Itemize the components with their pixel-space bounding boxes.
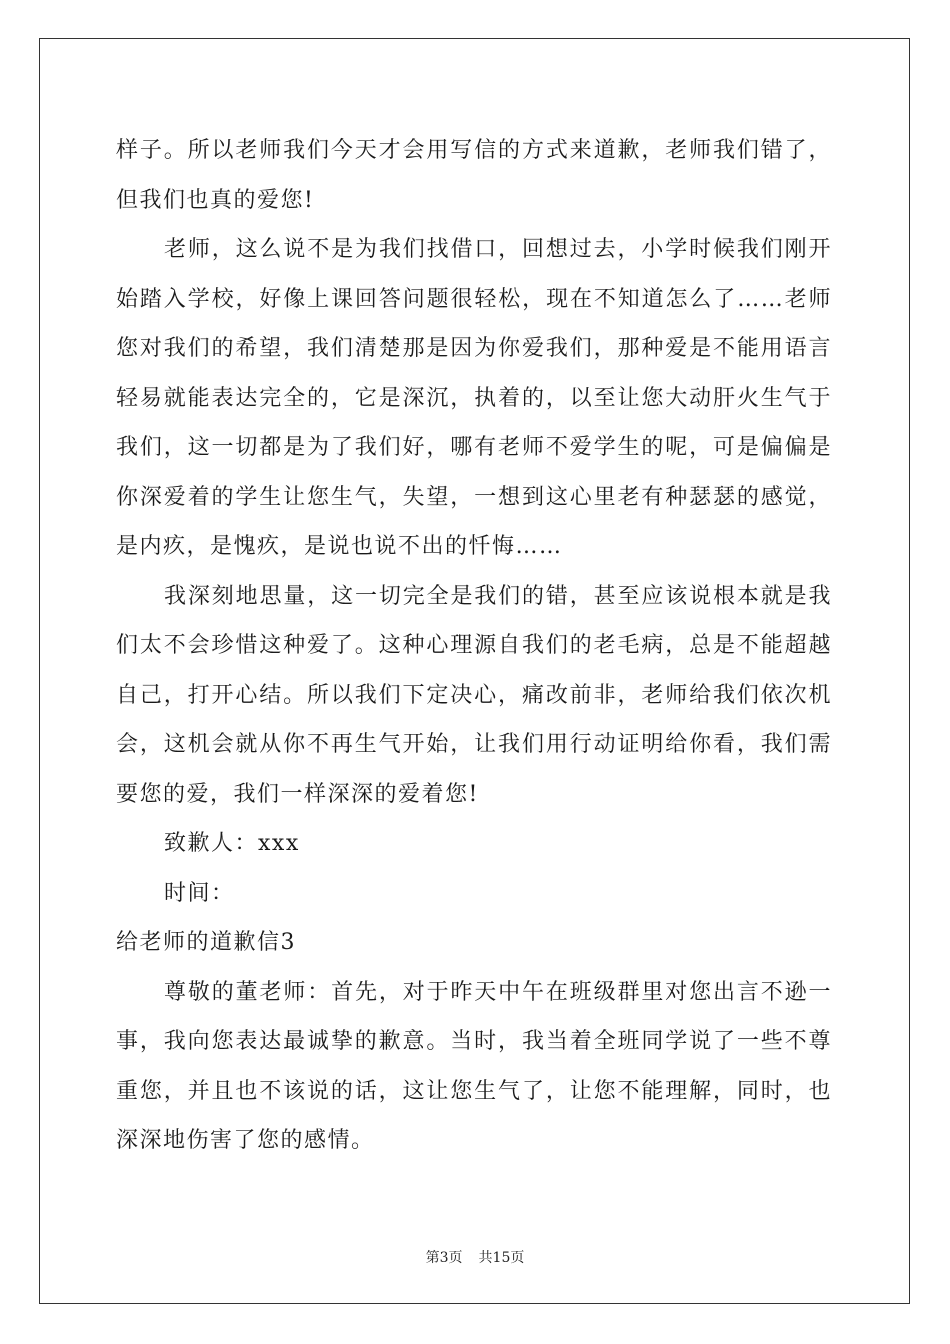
document-body: [116, 126, 832, 1166]
page-number: 第3页: [425, 1250, 463, 1266]
time-line: 时间：: [164, 880, 235, 906]
paragraph-reflection: 老师，这么说不是为我们找借口，回想过去，小学时候我们刚开始踏入学校，好像上课回答问题很轻松，现在不知道怎么了……老师您对我们的希望，我们清楚那是因为你爱我们，那种爱是不能用语言轻易就能表达完全的，它是深沉，执着的，以至让您大动肝火生气于我们，这一切都是为了我们好，哪有老师不爱学生的呢，可是偏偏是你深爱着的学生让您生气，失望，一想到这心里老有种瑟瑟的感觉，是内疚，是愧疚，是说也说不出的忏悔……: [116, 237, 832, 559]
paragraph-continuation: 样子。所以老师我们今天才会用写信的方式来道歉，老师我们错了，但我们也真的爱您!: [116, 138, 832, 213]
signature-line: 致歉人：xxx: [164, 831, 300, 856]
paragraph-resolution: 我深刻地思量，这一切完全是我们的错，甚至应该说根本就是我们太不会珍惜这种爱了。这种心理源自我们的老毛病，总是不能超越自己，打开心结。所以我们下定决心，痛改前非，老师给我们依次机会，这机会就从你不再生气开始，让我们用行动证明给你看，我们需要您的爱，我们一样深深的爱着您!: [116, 583, 832, 807]
page-total: 共15页: [478, 1250, 525, 1266]
paragraph-letter-opening: 尊敬的董老师：首先，对于昨天中午在班级群里对您出言不逊一事，我向您表达最诚挚的歉意。当时，我当着全班同学说了一些不尊重您，并且也不该说的话，这让您生气了，让您不能理解，同时，也深深地伤害了您的感情。: [116, 979, 832, 1153]
page-footer: [0, 1247, 950, 1267]
section-title: 给老师的道歉信3: [116, 930, 296, 955]
